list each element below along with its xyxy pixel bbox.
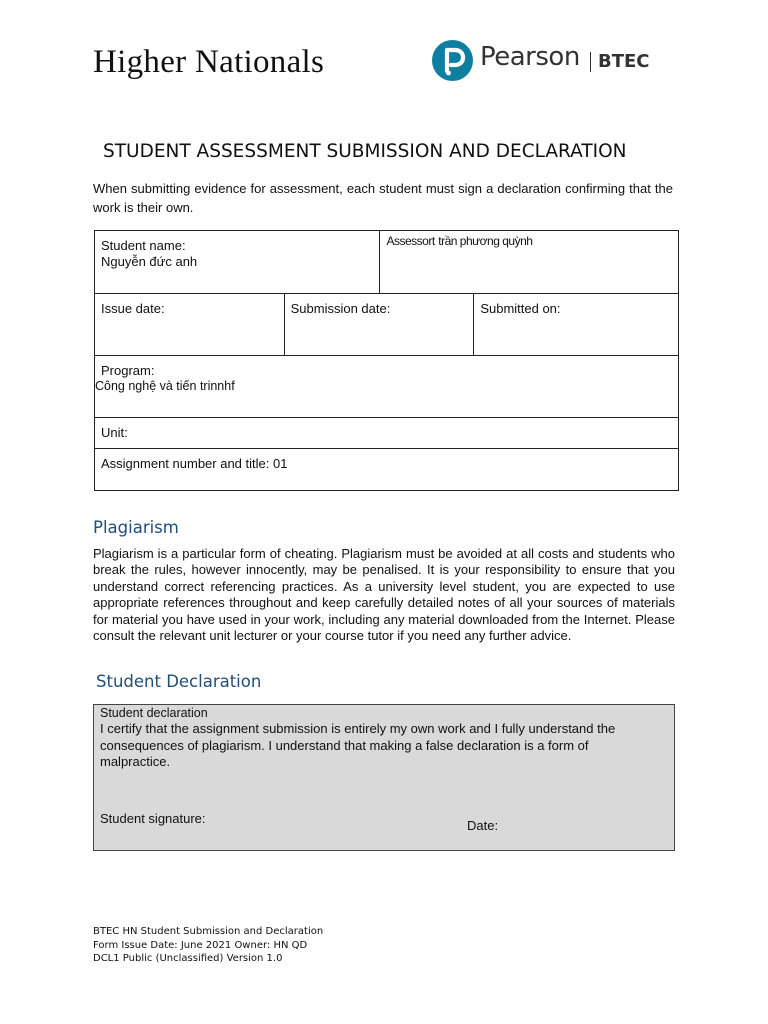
logo-sub-text: BTEC <box>598 51 650 72</box>
signature-label: Student signature: <box>100 811 206 826</box>
declaration-text: I certify that the assignment submission is entirely my own work and I fully understand the consequences of plagiarism. I understand that making a false declaration is a form of malpractice. <box>100 721 616 769</box>
student-info-table <box>94 230 679 491</box>
assessor-value: trần phương quỳnh <box>438 234 533 248</box>
submitted-on-cell[interactable] <box>474 294 679 356</box>
assignment-label: Assignment number and title: 01 <box>101 456 288 471</box>
student-name-cell[interactable] <box>95 231 380 294</box>
plagiarism-heading: Plagiarism <box>93 518 179 537</box>
date-label: Date: <box>467 818 499 833</box>
declaration-heading: Student Declaration <box>96 672 262 691</box>
pearson-btec-logo <box>432 40 692 84</box>
assessor-cell[interactable] <box>380 231 679 294</box>
issue-date-cell[interactable] <box>95 294 285 356</box>
assignment-cell[interactable] <box>95 449 679 491</box>
unit-label: Unit: <box>101 425 128 440</box>
program-value: Công nghệ và tiến trinnhf <box>95 379 235 393</box>
student-name-value: Nguyễn đức anh <box>101 254 198 269</box>
intro-paragraph: When submitting evidence for assessment, each student must sign a declaration confirming that the work is their own. <box>93 181 673 215</box>
program-label: Program: <box>101 363 155 378</box>
assessor-label: Assessort <box>386 234 435 248</box>
logo-brand-text: Pearson <box>480 42 580 72</box>
page-title: Higher Nationals <box>93 44 325 80</box>
form-title: STUDENT ASSESSMENT SUBMISSION AND DECLARATION <box>103 141 627 162</box>
submission-date-label: Submission date: <box>290 301 391 316</box>
issue-date-label: Issue date: <box>101 301 165 316</box>
unit-cell[interactable] <box>95 418 679 449</box>
student-name-label: Student name: <box>101 238 186 253</box>
submission-date-cell[interactable] <box>284 294 474 356</box>
footer <box>93 925 323 966</box>
program-cell[interactable] <box>95 356 679 418</box>
footer-line-2: Form Issue Date: June 2021 Owner: HN QD <box>93 939 308 951</box>
declaration-box <box>93 704 675 851</box>
declaration-box-label: Student declaration <box>100 706 208 720</box>
logo-separator <box>590 52 591 72</box>
footer-line-1: BTEC HN Student Submission and Declaration <box>93 926 324 937</box>
footer-line-3: DCL1 Public (Unclassified) Version 1.0 <box>93 953 283 964</box>
plagiarism-paragraph: Plagiarism is a particular form of cheating. Plagiarism must be avoided at all costs and students who break the rules, however innocently, may be penalised. It is your responsibility to ensure that you understand correct referencing practices. As a university level student, you are expected to use appropriate references throughout and keep carefully detailed notes of all your sources of materials for material you have used in your work, including any material downloaded from the Internet. Please consult the relevant unit lecturer or your course tutor if you need any further advice. <box>93 546 675 644</box>
submitted-on-label: Submitted on: <box>480 301 561 316</box>
pearson-p-icon <box>432 40 473 81</box>
